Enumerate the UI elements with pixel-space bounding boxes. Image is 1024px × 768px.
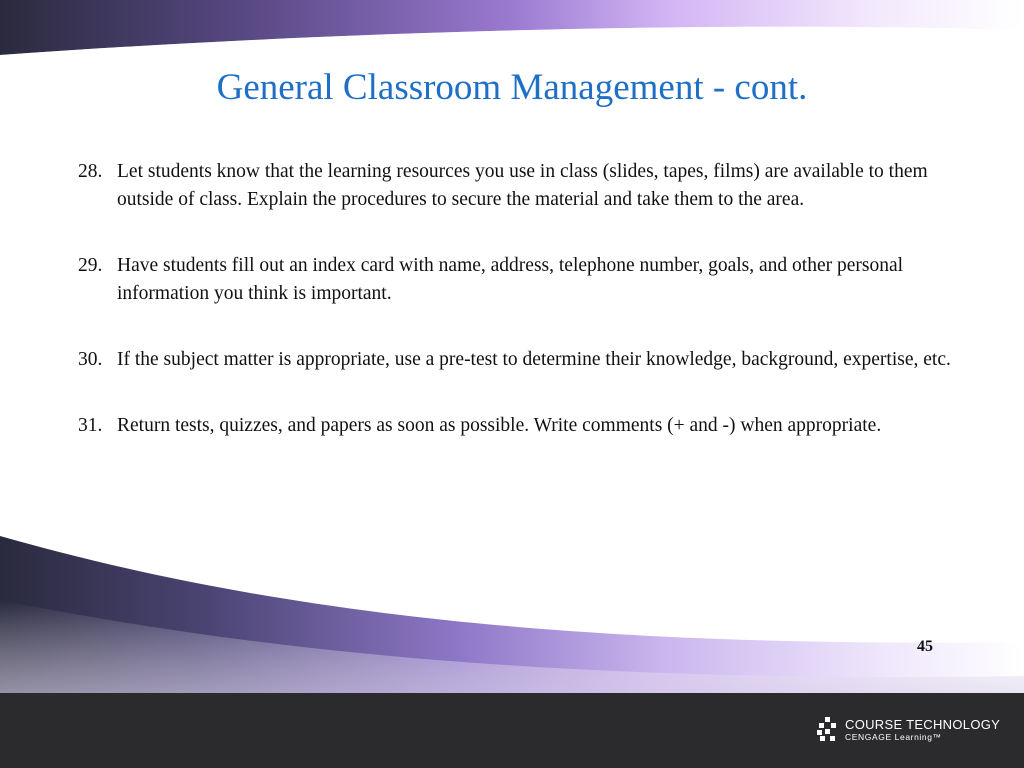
course-technology-logo (816, 716, 1000, 744)
list-item-text: Have students fill out an index card with name, address, telephone number, goals, and other personal information you think is important. (117, 255, 904, 304)
page-number: 45 (917, 638, 933, 655)
list-item-text: If the subject matter is appropriate, use a pre-test to determine their knowledge, background, expertise, etc. (117, 349, 951, 370)
slide-title: General Classroom Management - cont. (216, 67, 808, 108)
list-item (78, 158, 978, 214)
list-item-text: Return tests, quizzes, and papers as soon as possible. Write comments (+ and -) when appropriate. (117, 415, 882, 436)
list-item-text: Let students know that the learning resources you use in class (slides, tapes, films) are available to them outside of class. Explain the procedures to secure the material and take them to the area. (117, 161, 928, 210)
logo-line-1: COURSE TECHNOLOGY (845, 717, 1001, 732)
list-item-number: 29. (78, 255, 103, 276)
logo-line-2: CENGAGE Learning™ (845, 732, 942, 742)
list-item-number: 30. (78, 349, 103, 370)
logo-text (845, 718, 1000, 742)
list-item-number: 31. (78, 415, 103, 436)
list-item (78, 252, 978, 308)
list-item-number: 28. (78, 161, 103, 182)
list-item (78, 346, 978, 374)
list-item (78, 412, 978, 440)
numbered-list (78, 158, 978, 478)
cengage-star-icon (816, 716, 840, 744)
